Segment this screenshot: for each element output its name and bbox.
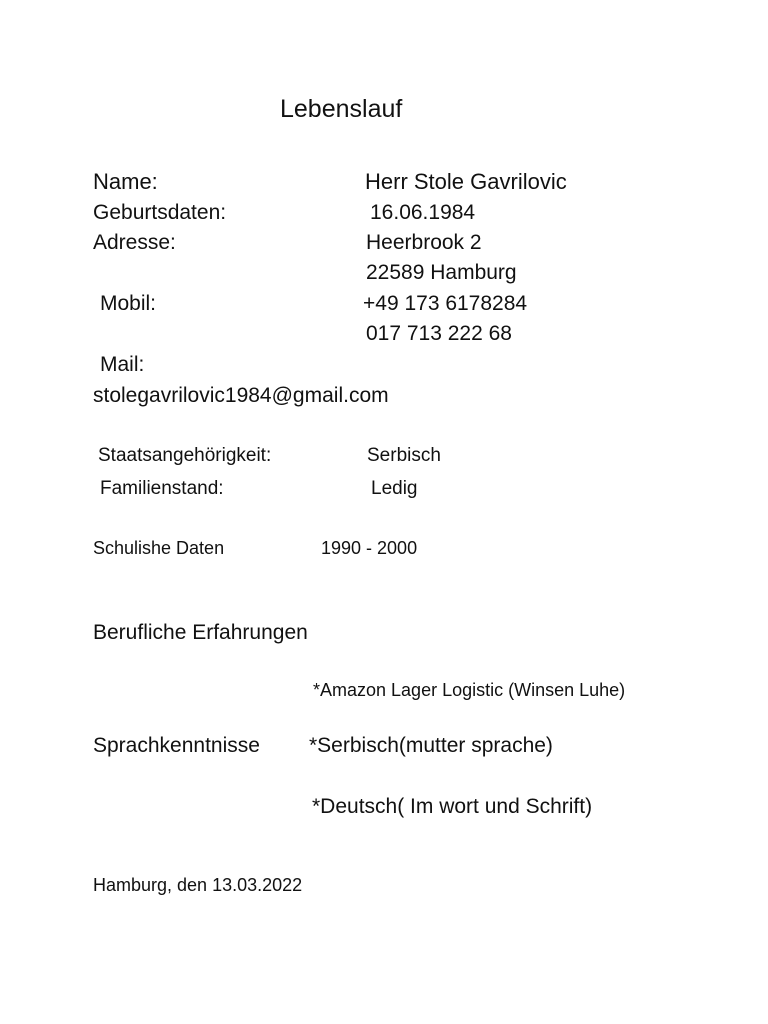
name-value: Herr Stole Gavrilovic <box>365 169 567 194</box>
name-label: Name: <box>93 169 158 194</box>
language-item-german: *Deutsch( Im wort und Schrift) <box>312 795 593 818</box>
experience-heading: Berufliche Erfahrungen <box>93 621 308 644</box>
marital-label: Familienstand: <box>100 478 224 499</box>
place-date: Hamburg, den 13.03.2022 <box>93 875 303 895</box>
mobile-label: Mobil: <box>100 292 157 315</box>
mail-value: stolegavrilovic1984@gmail.com <box>93 384 389 407</box>
languages-label: Sprachkenntnisse <box>93 734 260 757</box>
school-value: 1990 - 2000 <box>321 538 418 558</box>
language-item-serbian: *Serbisch(mutter sprache) <box>309 734 553 757</box>
birth-label: Geburtsdaten: <box>93 201 227 224</box>
mail-label: Mail: <box>100 353 145 376</box>
page-title: Lebenslauf <box>280 95 403 123</box>
mobile-value-2: 017 713 222 68 <box>366 322 512 345</box>
marital-value: Ledig <box>371 478 418 499</box>
address-label: Adresse: <box>93 231 176 254</box>
school-label: Schulishe Daten <box>93 538 225 558</box>
address-line1: Heerbrook 2 <box>366 231 482 254</box>
nationality-label: Staatsangehörigkeit: <box>98 445 272 466</box>
mobile-value-1: +49 173 6178284 <box>363 292 528 315</box>
birth-value: 16.06.1984 <box>370 201 476 224</box>
address-line2: 22589 Hamburg <box>366 261 517 284</box>
experience-item: *Amazon Lager Logistic (Winsen Luhe) <box>313 680 626 700</box>
nationality-value: Serbisch <box>367 445 441 466</box>
